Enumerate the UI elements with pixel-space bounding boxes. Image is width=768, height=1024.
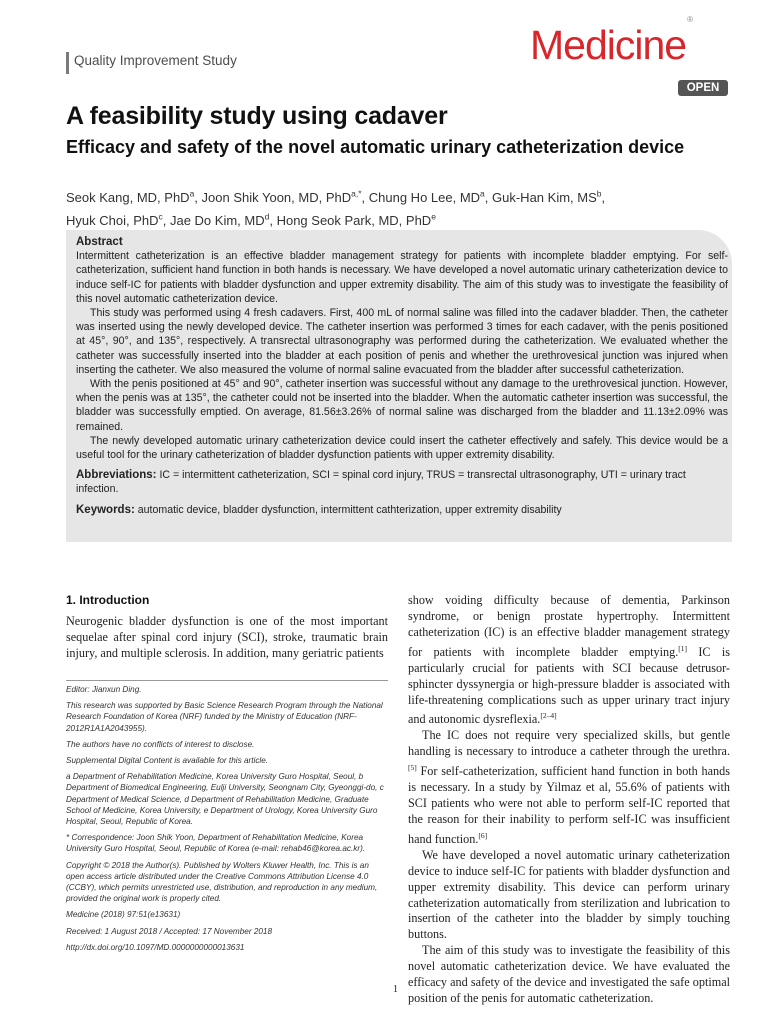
section-marker-bar — [66, 52, 69, 74]
intro-right-text — [408, 593, 730, 1007]
article-subtitle: Efficacy and safety of the novel automatic urinary catheterization device — [66, 137, 685, 157]
author: Joon Shik Yoon, MD, PhD$^{a,*}$, — [201, 189, 369, 206]
author: Jae Do Kim, $MD^d$, — [169, 211, 277, 228]
abstract-paragraph: This study was performed using 4 fresh cadavers. First, 400 mL of normal saline was filled into the cadaver bladder. Then, the catheter was inserted using the newly developed device. The catheter insertion was performed 3 times for each cadaver, with the penis positioned at 45°, 90°, and 135°, respectively. A transrectal ultrasonography was performed during the catheterization. We evaluated whether the catheter was successfully inserted into the bladder at each position of penis and whether the urethrovesical junction was injured when inserting the catheter. We also measured the volume of normal saline evacuated from the bladder after successful catheterization. — [76, 307, 728, 376]
body-paragraph: The IC does not require very specialized skills, but gentle handling is necessary to introduce a catheter through the urethra.[5] For self-catheterization, sufficient hand function in both hands is necessary. In a study by Yilmaz et al, 55.6% of patients with SCI patients who were not able to perform self-IC reported that the reason for their inability to perform self-IC was insufficient hand function.[6] — [408, 728, 730, 846]
citation-ref: [1] — [678, 643, 687, 653]
author: Guk-Han Kim, $MS^b$, — [492, 189, 606, 206]
abbreviations-text: IC = intermittent catheterization, SCI = spinal cord injury, TRUS = transrectal ultrasonography, UTI = urinary tract infection. — [76, 469, 686, 496]
body-paragraph: We have developed a novel automatic urinary catheterization device to induce self-IC for patients with bladder dysfunction and upper extremity disability. This device can perform urinary catheterization automatically from sterilization and lubrication to insertion of the catheter into the bladder by simply touching buttons. — [408, 847, 730, 942]
footnote-supplemental: Supplemental Digital Content is available for this article. — [66, 756, 269, 766]
footnote-affiliations: a Department of Rehabilitation Medicine, Korea University Guro Hospital, Seoul, b Department of Biomedical Engineering, Eulji University, Seongnam City, Gyeonggi-do, c Department of Medical Science, d Department of Rehabilitation Medicine, Graduate School of Medicine, Korea University, e Department of Urology, Korea University Guro Hospital, Seoul, Republic of Korea. — [66, 772, 384, 827]
footnote-doi: http://dx.doi.org/10.1097/MD.0000000000013631 — [66, 942, 245, 952]
abbreviations — [76, 468, 728, 496]
journal-logo — [530, 15, 692, 69]
author-list — [66, 185, 756, 230]
keywords-label: Keywords: — [76, 503, 135, 516]
author: Hyuk Choi, PhD$^c$, — [66, 211, 170, 228]
footnote-conflicts: The authors have no conflicts of interest to disclose. — [66, 739, 255, 749]
citation-ref: [6] — [478, 830, 488, 840]
body-paragraph: Neurogenic bladder dysfunction is one of the most important sequelae after spinal cord injury (SCI), stroke, traumatic brain injury, and multiple sclerosis. In addition, many geriatric patients — [66, 614, 388, 660]
citation-ref: [2–4] — [540, 711, 557, 721]
section-heading: 1. Introduction — [66, 593, 150, 607]
footnote-editor: Editor: Jianxun Ding. — [66, 685, 142, 694]
abstract-paragraph: Intermittent catheterization is an effective bladder management strategy for patients with incomplete bladder emptying. For self-catheterization, sufficient hand function in both hands is necessary. We have developed a novel automatic urinary catheterization device to induce self-IC for patients with bladder dysfunction and upper extremity disability. The aim of this study was to investigate the feasibility of this novel automatic catheterization device. — [76, 250, 728, 305]
abbreviations-label: Abbreviations: — [76, 469, 157, 482]
author: Hong Seok Park, MD, PhD$^e$ — [276, 211, 436, 228]
abstract-paragraph: With the penis positioned at 45° and 90°, catheter insertion was successful without any damage to the urethrovesical junction. However, when the penis was at 135°, the catheter could not be inserted into the bladder. When the automatic catheter insertion was successful, the bladder was successfully emptied. On average, 81.56±3.26% of normal saline was discharged from the bladder and 11.13±2.09% was remained. — [76, 378, 728, 433]
journal-name: Medicine — [530, 22, 687, 68]
body-paragraph: show voiding difficulty because of dementia, Parkinson syndrome, or benign prostate hypertrophy. Intermittent catheterization (IC) is an effective bladder management strategy for patients with incomplete bladder emptying.[1] IC is particularly crucial for patients with SCI because detrusor-sphincter dyssynergia or high-pressure bladder is associated with life-threatening complications such as upper urinary tract injury and autonomic dysreflexia.[2–4] — [408, 593, 730, 727]
registered-mark: ® — [687, 15, 692, 25]
intro-left-text — [66, 613, 388, 661]
author: Seok Kang, MD, PhD$^a$, — [66, 189, 202, 206]
citation-ref: [5] — [408, 763, 417, 773]
footnote-citation: Medicine (2018) 97:51(e13631) — [66, 910, 181, 920]
abstract-content — [76, 235, 728, 517]
abstract-box — [66, 230, 732, 542]
open-access-badge: OPEN — [678, 80, 728, 96]
footnotes — [66, 684, 388, 958]
author: Chung Ho Lee, $MD^a$, — [368, 189, 493, 206]
footnote-divider — [66, 680, 388, 681]
abstract-heading: Abstract — [76, 236, 123, 248]
keywords-text: automatic device, bladder dysfunction, intermittent cathterization, upper extremity disability — [137, 503, 562, 516]
footnote-copyright: Copyright © 2018 the Author(s). Published by Wolters Kluwer Health, Inc. This is an open access article distributed under the Creative Commons Attribution License 4.0 (CCBY), which permits unrestricted use, distribution, and reproduction in any medium, provided the original work is properly cited. — [66, 860, 378, 904]
keywords — [76, 503, 728, 517]
page-number: 1 — [393, 984, 398, 995]
footnote-dates: Received: 1 August 2018 / Accepted: 17 November 2018 — [66, 926, 273, 936]
footnote-funding: This research was supported by Basic Science Research Program through the National Research Foundation of Korea (NRF) funded by the Ministry of Education (NRF-2012R1A1A2043955). — [66, 701, 383, 733]
article-title: A feasibility study using cadaver — [66, 102, 448, 130]
abstract-paragraph: The newly developed automatic urinary catheterization device could insert the catheter effectively and safely. This device would be a useful tool for the urinary catheterization of bladder dysfunction patients with upper extremity disability. — [76, 434, 728, 462]
body-paragraph: The aim of this study was to investigate the feasibility of this novel automatic catheterization device. We have evaluated the efficacy and safety of the device and investigated the safe optimal position of the penis for automatic catheterization. — [408, 943, 730, 1005]
footnote-correspondence: * Correspondence: Joon Shik Yoon, Department of Rehabilitation Medicine, Korea University Guro Hospital, Seoul, Republic of Korea (e-mail: rehab46@korea.ac.kr). — [66, 833, 366, 854]
section-label: Quality Improvement Study — [74, 53, 237, 68]
